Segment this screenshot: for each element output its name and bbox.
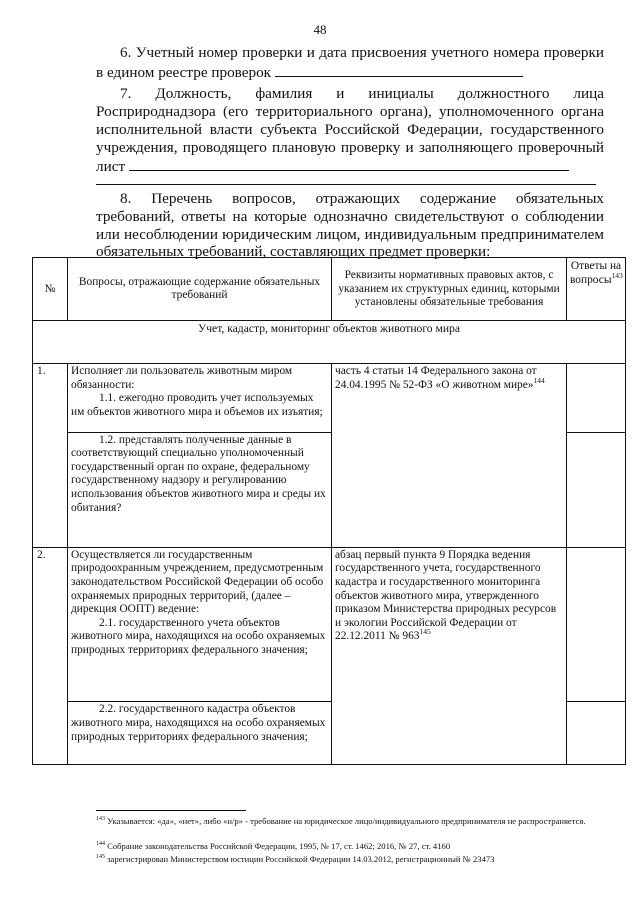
footnote-143 [96, 816, 606, 827]
row2-question-b [68, 702, 332, 765]
page-number: 48 [313, 22, 327, 37]
item7-line5 [96, 157, 604, 176]
footnote-ref-144: 144 [533, 375, 545, 385]
row1-sub2: 1.2. представлять полученные данные в соответствующий специально уполномоченный государственный орган по охране, федеральному государственному надзору и регулированию использования объектов животного мира и среды их обитания? [71, 433, 326, 514]
row1-sub1: 1.1. ежегодно проводить учет используемых им объектов животного мира и объемов их изъятия; [71, 392, 323, 418]
header-answers [567, 258, 626, 321]
row2-sub2: 2.2. государственного кадастра объектов животного мира, находящихся на особо охраняемых природных территориях федерального значения; [71, 703, 326, 743]
header-requisites: Реквизиты нормативных правовых актов, с указанием их структурных единиц, которыми установлены обязательные требования [332, 258, 567, 321]
row1-question-b [68, 432, 332, 547]
footnote-144-text: Собрание законодательства Российской Федерации, 1995, № 17, ст. 1462; 2016, № 27, ст. 4160 [107, 841, 451, 851]
row2-requisite-text: абзац первый пункта 9 Порядка ведения государственного учета, государственного кадастра и государственного мониторинга объектов животного мира, утвержденного приказом Министерства природных ресурсов и экологии Российской Федерации от 22.12.2011 № 963 [335, 548, 557, 643]
footnote-145-ref: 145 [96, 854, 105, 861]
row2-answer-cell-1[interactable] [567, 547, 626, 702]
item7-line1: 7. Должность, фамилия и инициалы должностного лица [120, 85, 604, 102]
row1-question-a [68, 364, 332, 433]
row2-question-intro: Осуществляется ли государственным природоохранным учреждением, предусмотренным законодательством Российской Федерации об особо охраняемых природных территорий, (далее – дирекция ООПТ) ведение: [71, 548, 324, 616]
inspector-name-field[interactable] [129, 157, 569, 171]
section-row [33, 320, 626, 363]
item7-line4: учреждения, проводящего плановую проверку и заполняющего проверочный [96, 139, 604, 156]
item6-label: в едином реестре проверок [96, 64, 272, 81]
header-questions: Вопросы, отражающие содержание обязательных требований [68, 258, 332, 321]
item8-line2: требований, ответы на которые однозначно свидетельствуют о соблюдении [96, 208, 604, 225]
footnote-145-text: зарегистрирован Министерством юстиции Российской Федерации 14.03.2012, регистрационный № 23473 [107, 854, 495, 864]
registry-number-field[interactable] [275, 63, 523, 77]
footnote-144 [96, 841, 606, 852]
item8-line3: или несоблюдении юридическим лицом, индивидуальным предпринимателем [96, 226, 604, 243]
table-header-row [33, 258, 626, 321]
item7-label: лист [96, 158, 126, 175]
row1-question-intro: Исполняет ли пользователь животным миром обязанности: [71, 365, 293, 391]
inspector-extra-line[interactable] [96, 184, 596, 185]
header-num: № [33, 258, 68, 321]
section-title: Учет, кадастр, мониторинг объектов животного мира [33, 320, 626, 363]
row2-sub1: 2.1. государственного учета объектов животного мира, находящихся на особо охраняемых природных территориях федерального значения; [71, 616, 326, 656]
footnote-145 [96, 854, 606, 865]
item7-line3: исполнительной власти субъекта Российской Федерации, государственного [96, 121, 604, 138]
footnote-143-text: Указывается: «да», «нет», либо «н/р» - требование на юридическое лицо/индивидуального предпринимателя не распространяется. [107, 816, 586, 826]
table-row [33, 547, 626, 702]
item8-line4: обязательных требований, составляющих предмет проверки: [96, 243, 491, 260]
row2-number: 2. [33, 547, 68, 764]
row1-answer-cell-2[interactable] [567, 432, 626, 547]
header-answers-label: Ответы на вопросы [570, 260, 622, 286]
footnote-ref-145: 145 [419, 627, 431, 637]
row2-answer-cell-2[interactable] [567, 702, 626, 765]
footnote-144-ref: 144 [96, 841, 105, 848]
row1-requisite [332, 364, 567, 548]
row2-requisite [332, 547, 567, 764]
footnote-143-ref: 143 [96, 816, 105, 823]
item6-line1: 6. Учетный номер проверки и дата присвоения учетного номера проверки [120, 44, 604, 61]
row1-requisite-text: часть 4 статьи 14 Федерального закона от 24.04.1995 № 52-ФЗ «О животном мире» [335, 365, 537, 391]
item8-line1: 8. Перечень вопросов, отражающих содержание обязательных [120, 190, 604, 207]
item7-line2: Росприроднадзора (его территориального органа), уполномоченного органа [96, 103, 604, 120]
requirements-table [32, 257, 626, 765]
item6-line2 [96, 63, 604, 82]
footnote-ref-143: 143 [611, 270, 623, 280]
footnote-separator [96, 810, 246, 811]
row1-answer-cell-1[interactable] [567, 364, 626, 433]
row1-number: 1. [33, 364, 68, 548]
table-row [33, 364, 626, 433]
row2-question-a [68, 547, 332, 702]
